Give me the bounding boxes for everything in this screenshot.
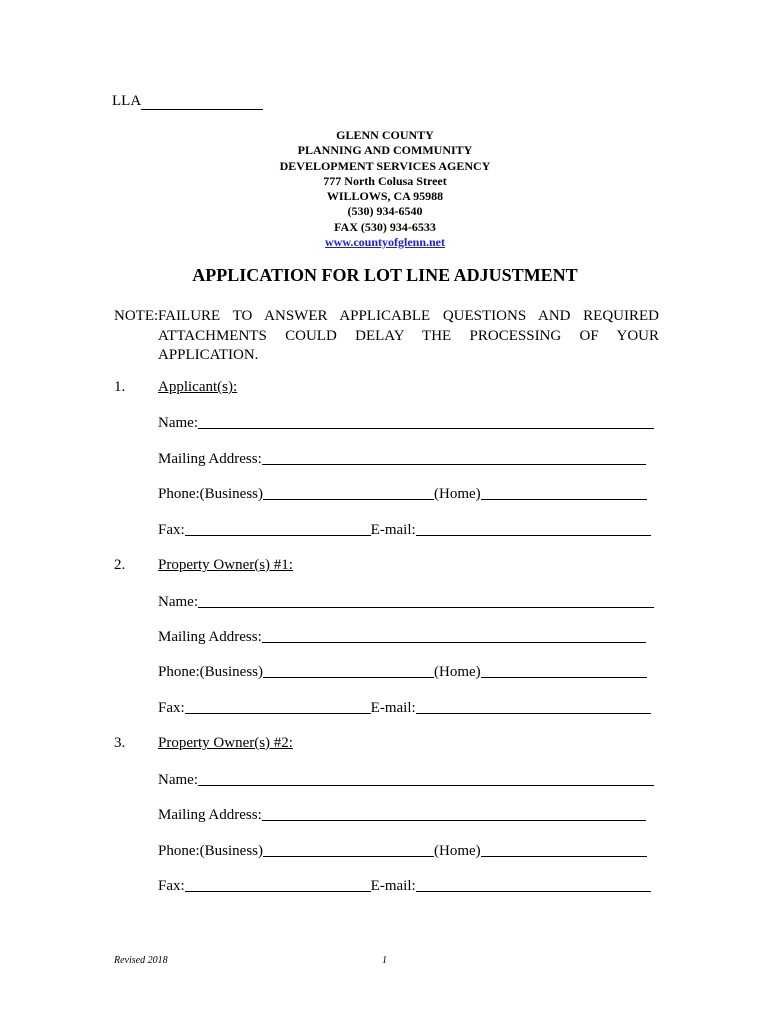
note-text: FAILURE TO ANSWER APPLICABLE QUESTIONS AND REQUIRED ATTACHMENTS COULD DELAY THE PROCESSING OF YOUR APPLICATION. [158,308,659,363]
email-label: E-mail: [370,522,416,538]
lla-input-line[interactable] [141,95,263,110]
email-input-line[interactable] [416,699,651,714]
owner1-name-field[interactable] [158,593,654,611]
name-label: Name: [158,772,198,788]
agency-address: 777 North Colusa Street [323,173,447,188]
phone-business-input-line[interactable] [263,663,434,678]
home-label: (Home) [434,664,481,680]
page-number: 1 [382,955,387,966]
applicant-name-field[interactable] [158,414,654,432]
mailing-label: Mailing Address: [158,451,262,467]
applicant-phone-field[interactable] [158,485,647,503]
email-label: E-mail: [370,878,416,894]
owner1-fax-email-field[interactable] [158,699,651,717]
agency-city: WILLOWS, CA 95988 [326,189,444,204]
phone-home-input-line[interactable] [481,663,647,678]
note-label: NOTE: [114,308,159,324]
applicant-fax-email-field[interactable] [158,521,651,539]
name-input-line[interactable] [198,414,654,429]
name-input-line[interactable] [198,771,654,786]
section-2-number: 2. [114,557,126,573]
phone-business-label: Phone:(Business) [158,843,263,859]
name-label: Name: [158,415,198,431]
agency-line2: PLANNING AND COMMUNITY [297,143,473,158]
agency-website-link[interactable]: www.countyofglenn.net [324,235,445,250]
fax-label: Fax: [158,522,185,538]
fax-label: Fax: [158,700,185,716]
phone-home-input-line[interactable] [481,842,647,857]
phone-business-label: Phone:(Business) [158,664,263,680]
lla-label: LLA [112,93,142,109]
mailing-label: Mailing Address: [158,629,262,645]
mailing-input-line[interactable] [262,628,646,643]
agency-line3: DEVELOPMENT SERVICES AGENCY [279,158,491,173]
agency-phone: (530) 934-6540 [347,204,423,219]
owner2-name-field[interactable] [158,771,654,789]
lla-number-field[interactable] [112,93,263,110]
name-input-line[interactable] [198,593,654,608]
home-label: (Home) [434,486,481,502]
phone-business-input-line[interactable] [263,485,434,500]
revised-date: Revised 2018 [114,955,168,966]
owner2-fax-email-field[interactable] [158,877,651,895]
mailing-input-line[interactable] [262,806,646,821]
note-block [114,307,659,366]
page-title: APPLICATION FOR LOT LINE ADJUSTMENT [192,265,578,285]
owner2-phone-field[interactable] [158,842,647,860]
fax-input-line[interactable] [185,699,371,714]
mailing-label: Mailing Address: [158,807,262,823]
section-1-number: 1. [114,379,126,395]
owner1-phone-field[interactable] [158,663,647,681]
applicant-mailing-field[interactable] [158,450,646,468]
agency-fax: FAX (530) 934-6533 [334,219,436,234]
name-label: Name: [158,594,198,610]
fax-input-line[interactable] [185,521,371,536]
agency-header [0,128,770,250]
home-label: (Home) [434,843,481,859]
fax-input-line[interactable] [185,877,371,892]
section-3-title: Property Owner(s) #2: [158,735,293,751]
section-2-title: Property Owner(s) #1: [158,557,293,573]
section-3-number: 3. [114,735,126,751]
phone-business-label: Phone:(Business) [158,486,263,502]
email-input-line[interactable] [416,877,651,892]
section-1-title: Applicant(s): [158,379,238,395]
owner1-mailing-field[interactable] [158,628,646,646]
fax-label: Fax: [158,878,185,894]
email-label: E-mail: [370,700,416,716]
mailing-input-line[interactable] [262,450,646,465]
email-input-line[interactable] [416,521,651,536]
agency-line1: GLENN COUNTY [336,128,434,142]
phone-business-input-line[interactable] [263,842,434,857]
owner2-mailing-field[interactable] [158,806,646,824]
phone-home-input-line[interactable] [481,485,647,500]
